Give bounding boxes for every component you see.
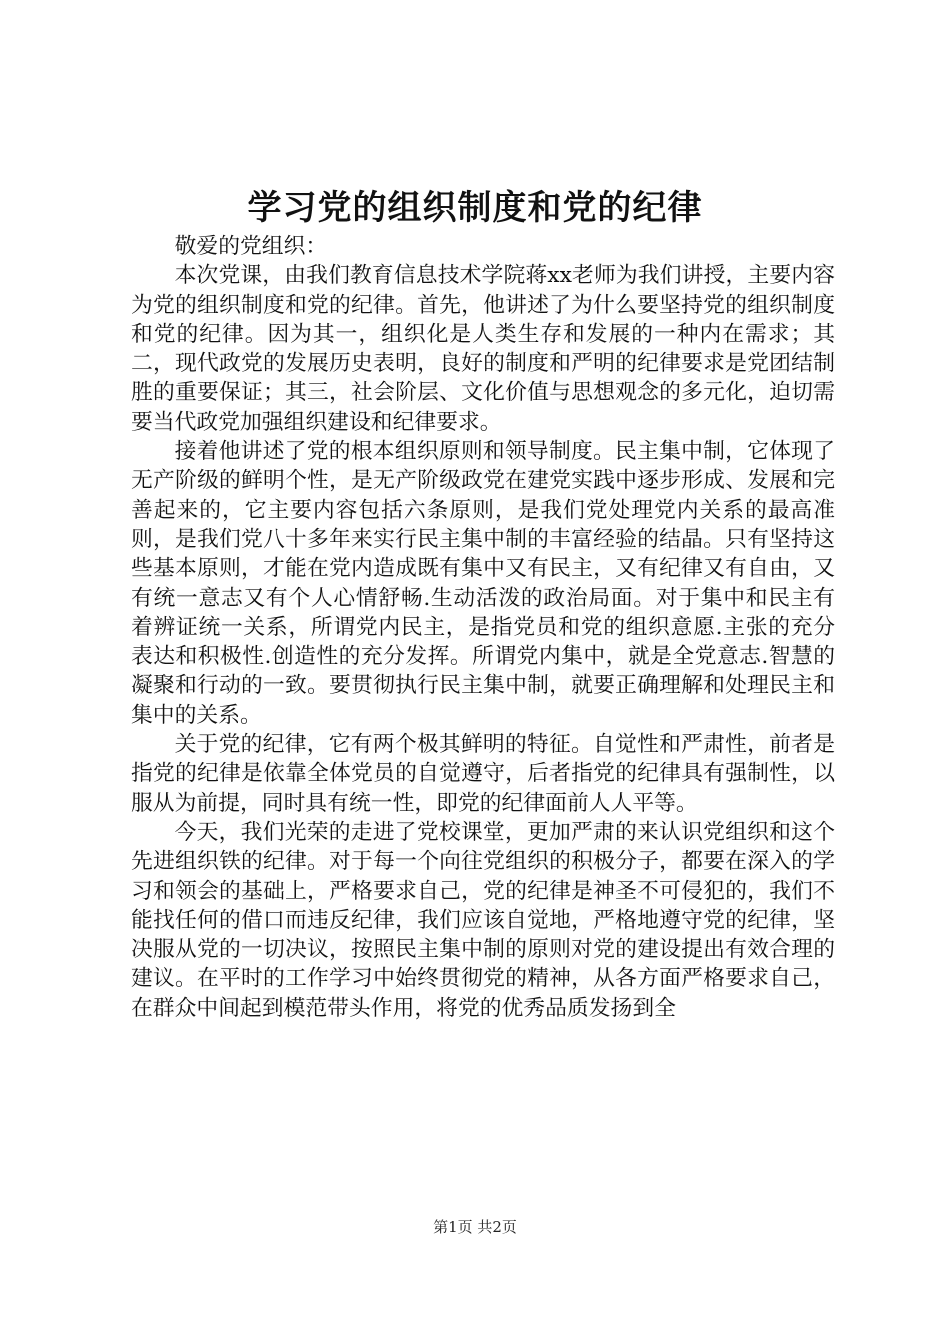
paragraph-3: 关于党的纪律，它有两个极其鲜明的特征。自觉性和严肃性，前者是指党的纪律是依靠全体党员的自觉遵守，后者指党的纪律具有强制性，以服从为前提，同时具有统一性，即党的纪律面前人人平等。 — [131, 732, 835, 816]
paragraph-4: 今天，我们光荣的走进了党校课堂，更加严肃的来认识党组织和这个先进组织铁的纪律。对于每一个向往党组织的积极分子，都要在深入的学习和领会的基础上，严格要求自己，党的纪律是神圣不可侵犯的，我们不能找任何的借口而违反纪律，我们应该自觉地，严格地遵守党的纪律，坚决服从党的一切决议，按照民主集中制的原则对党的建设提出有效合理的建议。在平时的工作学习中始终贯彻党的精神，从各方面严格要求自己，在群众中间起到模范带头作用，将党的优秀品质发扬到全 — [131, 819, 835, 1021]
paragraph-1: 本次党课，由我们教育信息技术学院蒋xx老师为我们讲授，主要内容为党的组织制度和党的纪律。首先，他讲述了为什么要坚持党的组织制度和党的纪律。因为其一，组织化是人类生存和发展的一种内在需求；其二，现代政党的发展历史表明，良好的制度和严明的纪律要求是党团结制胜的重要保证；其三，社会阶层、文化价值与思想观念的多元化，迫切需要当代政党加强组织建设和纪律要求。 — [131, 263, 835, 435]
paragraph-2: 接着他讲述了党的根本组织原则和领导制度。民主集中制，它体现了无产阶级的鲜明个性，是无产阶级政党在建党实践中逐步形成、发展和完善起来的，它主要内容包括六条原则，是我们党处理党内关系的最高准则，是我们党八十多年来实行民主集中制的丰富经验的结晶。只有坚持这些基本原则，才能在党内造成既有集中又有民主，又有纪律又有自由，又有统一意志又有个人心情舒畅.生动活泼的政治局面。对于集中和民主有着辨证统一关系，所谓党内民主，是指党员和党的组织意愿.主张的充分表达和积极性.创造性的充分发挥。所谓党内集中，就是全党意志.智慧的凝聚和行动的一致。要贯彻执行民主集中制，就要正确理解和处理民主和集中的关系。 — [131, 439, 835, 728]
document-title: 学习党的组织制度和党的纪律 — [247, 188, 703, 228]
document-body — [131, 232, 835, 1023]
page-number-footer: 第1页 共2页 — [433, 1218, 517, 1236]
salutation: 敬爱的党组织： — [174, 234, 328, 259]
